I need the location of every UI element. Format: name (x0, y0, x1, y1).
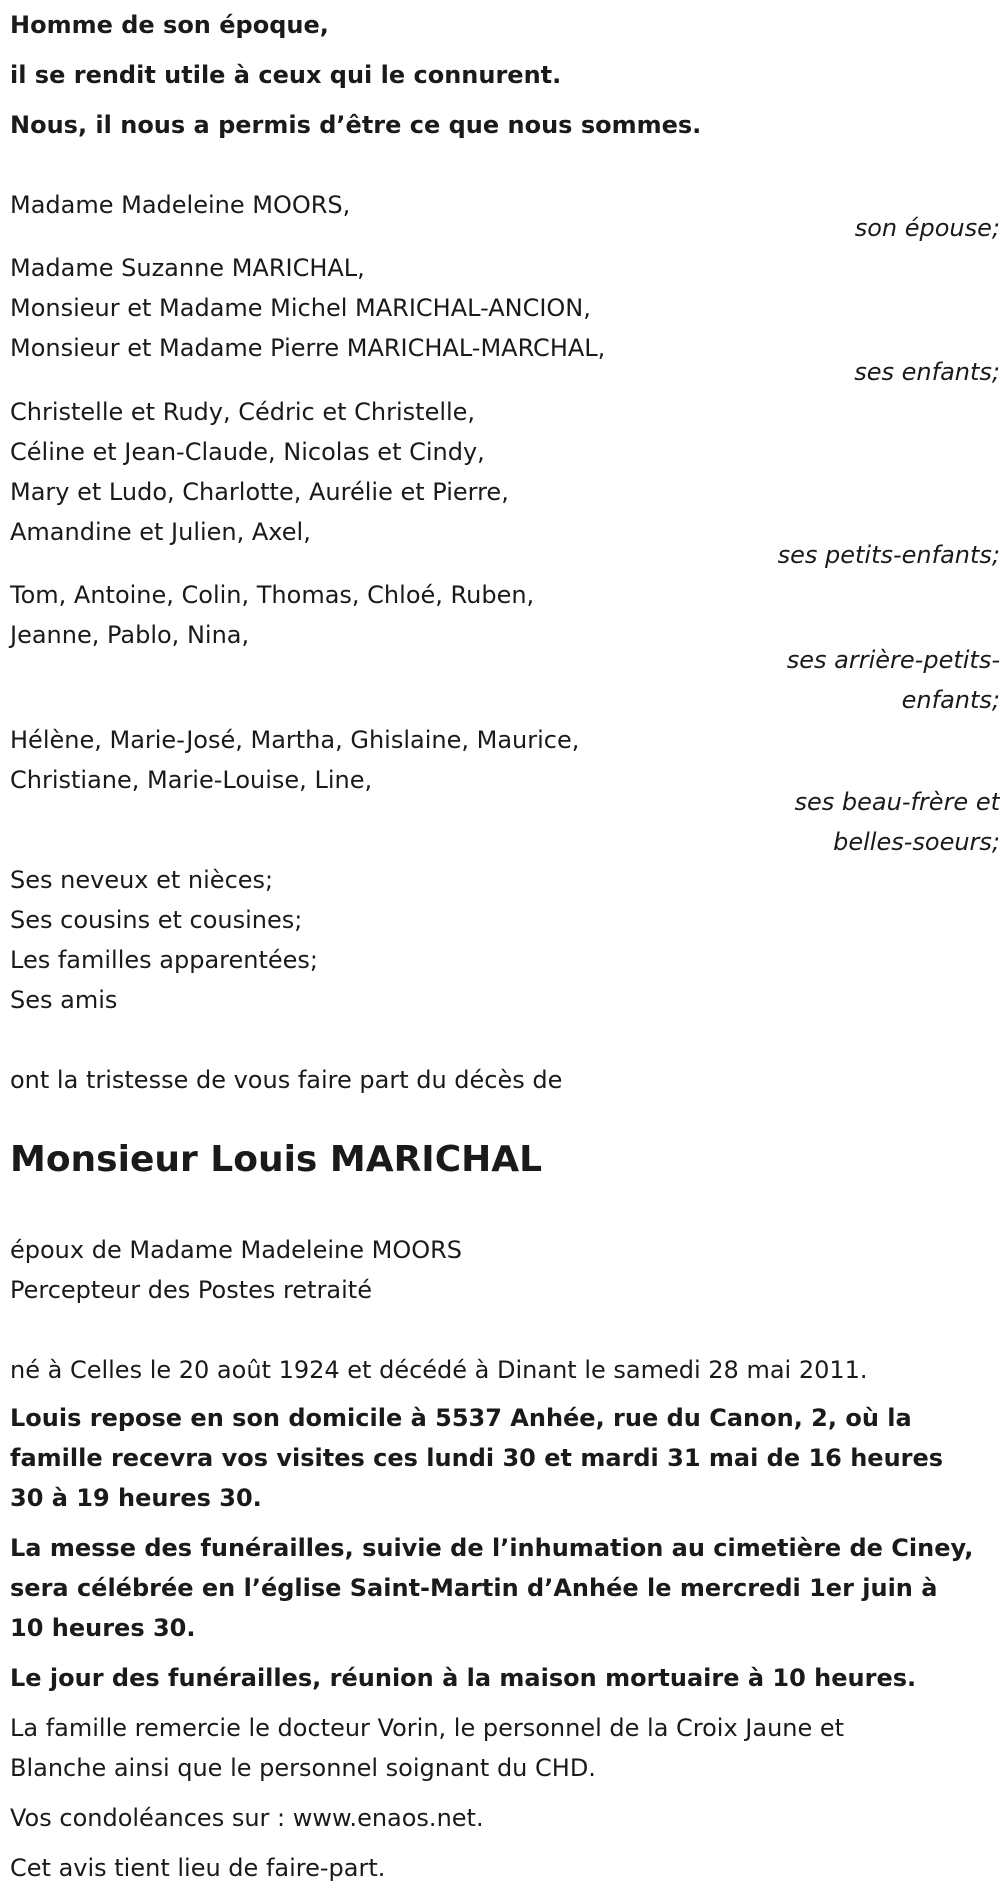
epitaph-line: Homme de son époque, (10, 11, 329, 39)
grandchild-line: Christelle et Rudy, Cédric et Christelle, (10, 398, 476, 426)
in-law-line: Christiane, Marie-Louise, Line, (10, 766, 373, 794)
child-name: Madame Suzanne MARICHAL, (10, 254, 365, 282)
great-grandchild-line: Tom, Antoine, Colin, Thomas, Chloé, Ruben, (10, 581, 535, 609)
other-relatives-line: Ses amis (10, 986, 118, 1014)
relation-label: ses beau-frère et (794, 788, 1000, 816)
visitation-line: Louis repose en son domicile à 5537 Anhée, rue du Canon, 2, où la (10, 1404, 912, 1432)
funeral-line: sera célébrée en l’église Saint-Martin d’Anhée le mercredi 1er juin à (10, 1574, 938, 1602)
notice-text: Cet avis tient lieu de faire-part. (10, 1854, 386, 1882)
grandchild-line: Céline et Jean-Claude, Nicolas et Cindy, (10, 438, 485, 466)
child-name: Monsieur et Madame Michel MARICHAL-ANCION, (10, 294, 591, 322)
funeral-line: 10 heures 30. (10, 1614, 196, 1642)
meeting-text: Le jour des funérailles, réunion à la maison mortuaire à 10 heures. (10, 1664, 917, 1692)
deceased-detail: Percepteur des Postes retraité (10, 1276, 372, 1304)
visitation-line: 30 à 19 heures 30. (10, 1484, 262, 1512)
great-grandchild-line: Jeanne, Pablo, Nina, (10, 621, 250, 649)
deceased-detail: époux de Madame Madeleine MOORS (10, 1236, 463, 1264)
thanks-line: Blanche ainsi que le personnel soignant du CHD. (10, 1754, 596, 1782)
grandchild-line: Mary et Ludo, Charlotte, Aurélie et Pierre, (10, 478, 509, 506)
birth-death-text: né à Celles le 20 août 1924 et décédé à Dinant le samedi 28 mai 2011. (10, 1356, 868, 1384)
thanks-line: La famille remercie le docteur Vorin, le personnel de la Croix Jaune et (10, 1714, 845, 1742)
other-relatives-line: Ses neveux et nièces; (10, 866, 274, 894)
other-relatives-line: Ses cousins et cousines; (10, 906, 303, 934)
epitaph-line: Nous, il nous a permis d’être ce que nous sommes. (10, 111, 702, 139)
spouse-name: Madame Madeleine MOORS, (10, 191, 351, 219)
relation-label: belles-soeurs; (833, 828, 1000, 856)
other-relatives-line: Les familles apparentées; (10, 946, 319, 974)
condolences-text: Vos condoléances sur : www.enaos.net. (10, 1804, 484, 1832)
announcement-text: ont la tristesse de vous faire part du décès de (10, 1066, 563, 1094)
visitation-line: famille recevra vos visites ces lundi 30 et mardi 31 mai de 16 heures (10, 1444, 944, 1472)
in-law-line: Hélène, Marie-José, Martha, Ghislaine, Maurice, (10, 726, 580, 754)
epitaph-line: il se rendit utile à ceux qui le connurent. (10, 61, 562, 89)
deceased-name: Monsieur Louis MARICHAL (10, 1139, 543, 1180)
relation-label: son épouse; (854, 214, 1000, 242)
grandchild-line: Amandine et Julien, Axel, (10, 518, 311, 546)
relation-label: ses petits-enfants; (777, 541, 1000, 569)
relation-label: ses enfants; (854, 358, 1000, 386)
relation-label: ses arrière-petits- (786, 646, 1000, 674)
funeral-line: La messe des funérailles, suivie de l’inhumation au cimetière de Ciney, (10, 1534, 974, 1562)
child-name: Monsieur et Madame Pierre MARICHAL-MARCHAL, (10, 334, 606, 362)
relation-label: enfants; (901, 686, 1000, 714)
